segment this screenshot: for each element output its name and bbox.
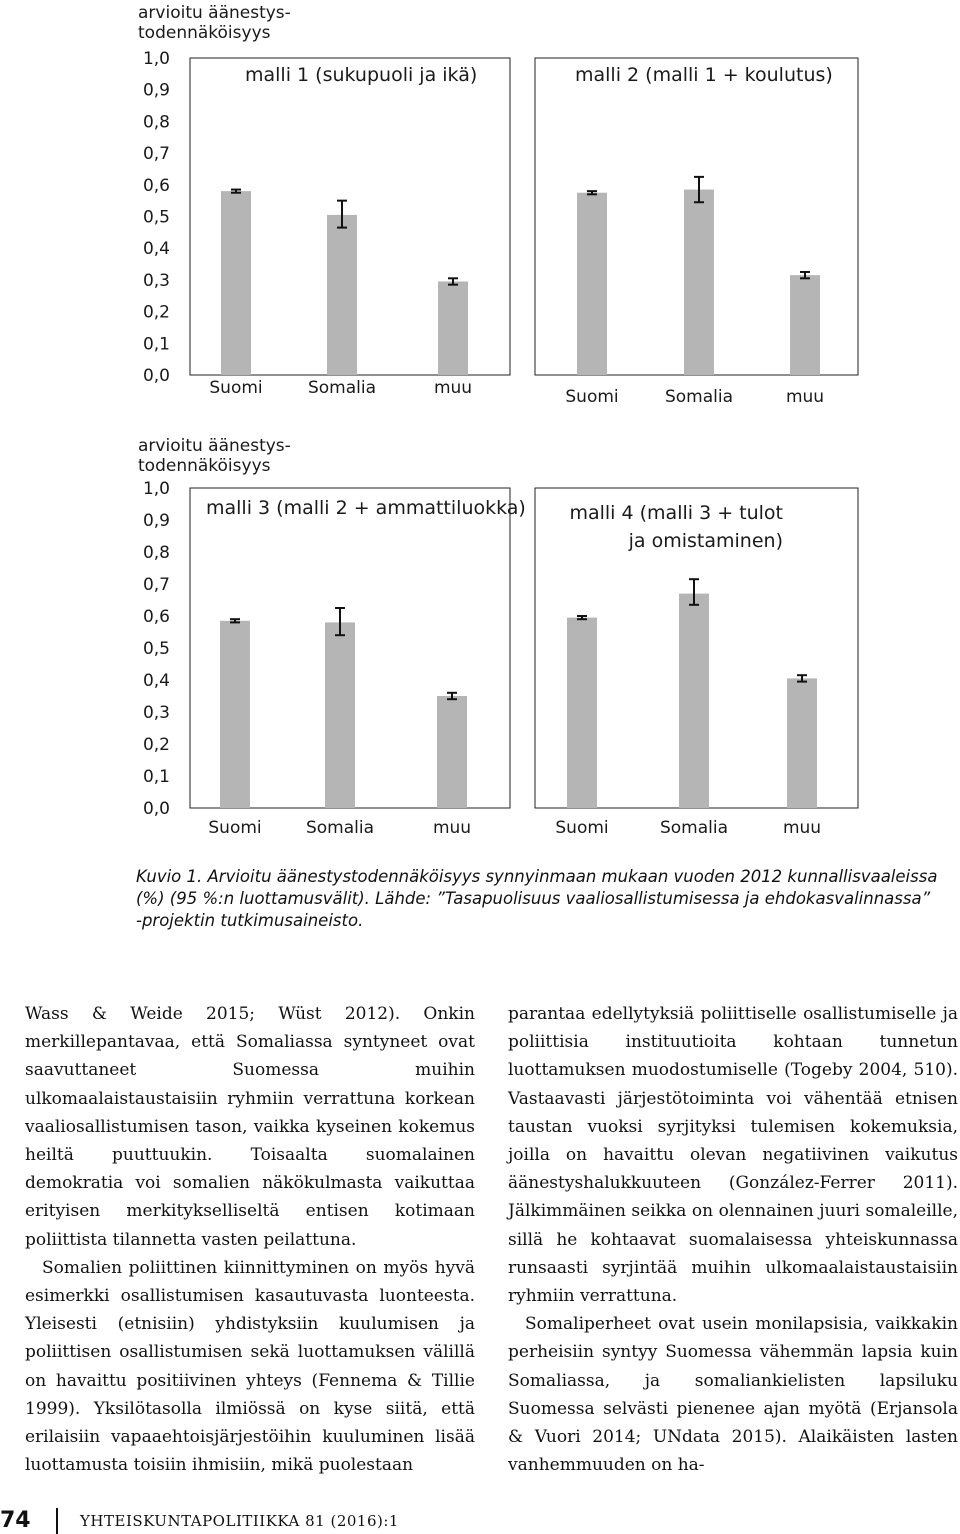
- y-axis-label: arvioitu äänestys-: [138, 3, 291, 23]
- paragraph: Somalien poliittinen kiinnittyminen on myös hyvä esimerkki osallistumisen kasautuvasta luonteesta. Yleisesti (etnisiin) yhdistyksiin kuulumisen ja poliittisen osallistumisen sekä luottamuksen välillä on havaittu positiivinen yhteys (Fennema & Tillie 1999). Yksilötasolla ilmiössä on kyse siitä, että erilaisiin vapaaehtoisjärjestöihin kuuluminen lisää luottamusta toisiin ihmisiin, mikä puolestaan: [25, 1257, 475, 1476]
- bar: [438, 281, 468, 375]
- page-number: 74: [0, 1508, 58, 1534]
- bar: [221, 191, 251, 375]
- y-tick-label: 0,0: [142, 366, 170, 386]
- category-label: muu: [785, 387, 825, 407]
- y-tick-label: 0,9: [142, 80, 170, 101]
- bar: [220, 621, 250, 808]
- bar: [567, 618, 597, 808]
- y-tick-label: 0,3: [142, 270, 170, 291]
- bar: [437, 696, 467, 808]
- y-tick-label: 0,1: [142, 334, 170, 355]
- y-tick-label: 0,9: [142, 511, 170, 531]
- bar: [787, 678, 817, 808]
- y-tick-label: 0,6: [142, 175, 170, 196]
- panel-title: malli 2 (malli 1 + koulutus): [575, 64, 833, 86]
- journal-name: YHTEISKUNTAPOLITIIKKA 81 (2016):1: [80, 1512, 399, 1530]
- panel-title: ja omistaminen): [628, 530, 783, 552]
- y-tick-label: 0,5: [142, 207, 170, 228]
- bar: [325, 622, 355, 808]
- y-tick-label: 0,4: [142, 671, 170, 691]
- y-tick-label: 0,4: [142, 239, 170, 260]
- panel-title: malli 4 (malli 3 + tulot: [569, 502, 783, 524]
- y-tick-label: 0,6: [142, 607, 170, 627]
- category-label: muu: [433, 378, 473, 398]
- body-column-left: [25, 1000, 475, 1479]
- body-column-right: [508, 1000, 958, 1479]
- category-label: Somalia: [305, 818, 375, 838]
- panel-title: malli 3 (malli 2 + ammattiluokka): [206, 497, 526, 519]
- bar: [577, 193, 607, 375]
- category-label: Somalia: [307, 378, 377, 398]
- category-label: muu: [782, 818, 822, 838]
- category-label: Suomi: [208, 818, 262, 838]
- paragraph: parantaa edellytyksiä poliittiselle osallistumiselle ja poliittisia instituutioita kohtaan tunnetun luottamuksen muodostumiselle (Togeby 2004, 510). Vastaavasti järjestötoiminta voi vähentää etnisen taustan vuoksi syrjityksi tulemisen kokemuksia, joilla on havaittu olevan negatiivinen vaikutus äänestyshalukkuuteen (González-Ferrer 2011). Jälkimmäinen seikka on olennainen juuri somaleille, sillä he kohtaavat suomalaisessa yhteiskunnassa runsaasti syrjintää muihin ulkomaalaistaustaisiin ryhmiin verrattuna.: [508, 1004, 958, 1307]
- y-tick-label: 0,0: [142, 799, 170, 819]
- category-label: Somalia: [664, 387, 734, 407]
- y-tick-label: 1,0: [142, 479, 170, 499]
- y-tick-label: 0,7: [142, 575, 170, 595]
- y-tick-label: 0,1: [142, 767, 170, 787]
- y-tick-label: 0,2: [142, 302, 170, 323]
- y-tick-label: 0,2: [142, 735, 170, 755]
- y-tick-label: 0,8: [142, 112, 170, 133]
- category-label: Suomi: [555, 818, 609, 838]
- bar: [684, 190, 714, 375]
- paragraph: Wass & Weide 2015; Wüst 2012). Onkin merkillepantavaa, että Somaliassa syntyneet ovat saavuttaneet Suomessa muihin ulkomaalaistaustaisiin ryhmiin verrattuna korkean vaaliosallistumisen tason, vaikka kyseinen kokemus heiltä puuttuukin. Toisaalta suomalainen demokratia voi somalien näkökulmasta vaikuttaa erityisen merkitykselliseltä entisen kotimaan poliittista tilannetta vasten peilattuna.: [25, 1004, 475, 1250]
- bar: [790, 275, 820, 375]
- y-tick-label: 1,0: [142, 49, 170, 69]
- category-label: Suomi: [565, 387, 619, 407]
- figure-caption: Kuvio 1. Arvioitu äänestystodennäköisyys synnyinmaan mukaan vuoden 2012 kunnallisvaaleissa (%) (95 %:n luottamusvälit). Lähde: ”Tasapuolisuus vaaliosallistumisessa ja ehdokasvalinnassa” -projektin tutkimusaineisto.: [136, 867, 938, 930]
- paragraph: Somaliperheet ovat usein monilapsisia, vaikkakin perheisiin syntyy Suomessa vähemmän lapsia kuin Somaliassa, ja somaliankielisten lapsiluku Suomessa selvästi pienenee ajan myötä (Erjansola & Vuori 2014; UNdata 2015). Alaikäisten lasten vanhemmuuden on ha-: [508, 1314, 958, 1476]
- category-label: muu: [432, 818, 472, 838]
- y-axis-label: todennäköisyys: [138, 456, 271, 476]
- y-axis-label: todennäköisyys: [138, 23, 271, 43]
- bar: [327, 215, 357, 375]
- page-footer: [0, 1500, 960, 1533]
- y-tick-label: 0,5: [142, 639, 170, 659]
- y-axis-label: arvioitu äänestys-: [138, 436, 291, 456]
- y-tick-label: 0,3: [142, 703, 170, 723]
- y-tick-label: 0,7: [142, 144, 170, 165]
- category-label: Somalia: [659, 818, 729, 838]
- bar: [679, 594, 709, 808]
- panel-title: malli 1 (sukupuoli ja ikä): [245, 64, 478, 86]
- y-tick-label: 0,8: [142, 543, 170, 563]
- category-label: Suomi: [209, 378, 263, 398]
